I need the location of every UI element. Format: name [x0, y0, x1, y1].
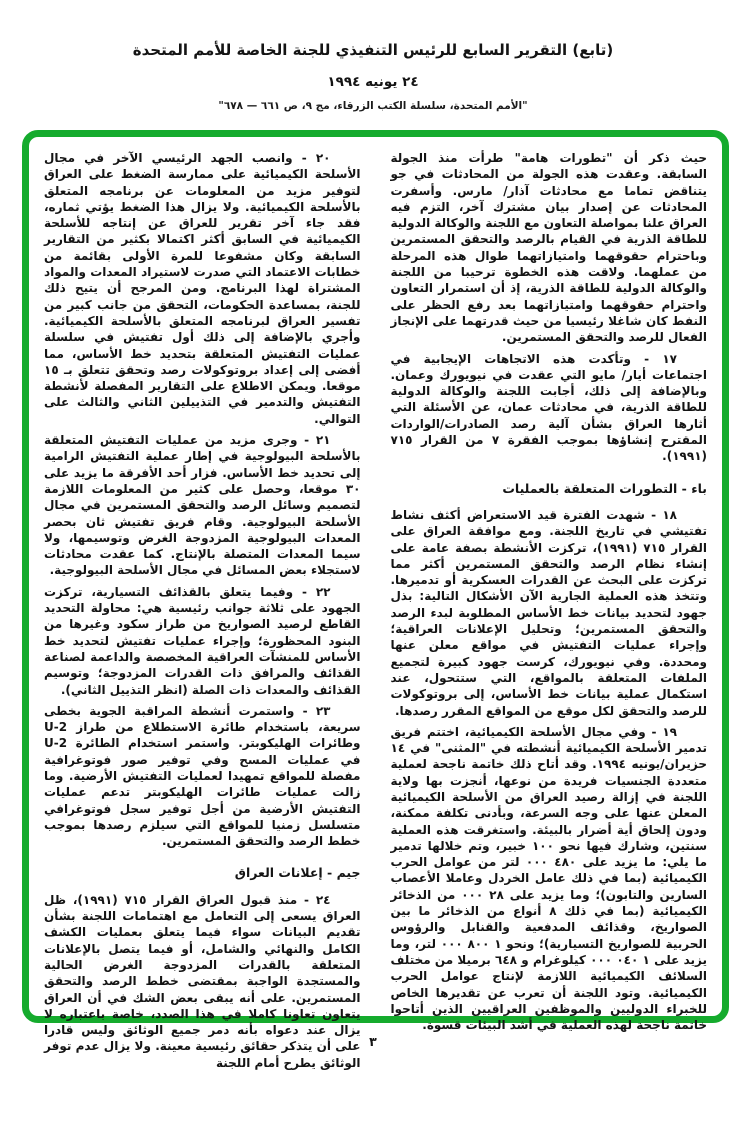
paragraph: حيث ذكر أن "تطورات هامة" طرأت منذ الجولة السابقة. وعقدت هذه الجولة من المحادثات في جو يتناقض تماما مع محادثات آذار/ مارس. وأسفرت المحادثات عن إصدار بيان مشترك آخر، التزم فيه العراق علنا بمواصلة التعاون مع اللجنة والوكالة الدولية للطاقة الذرية في القيام بالرصد والتحقق المستمرين وباحترام حقوقهما وامتيازاتهما طوال هذه المرحلة من عملهما. ولاقت هذه الخطوة ترحيبا من اللجنة والوكالة الدولية للطاقة الذرية، إذ أن استمرار التعاون واحترام حقوقهما وامتيازاتهما بعد رفع الحظر على النفط كان شاغلا رئيسيا من حيث قدرتهما على الإنجاز الفعال للرصد والتحقق المستمرين. [390, 151, 707, 345]
paragraph: ٢٤ - منذ قبول العراق القرار ٧١٥ (١٩٩١)، ظل العراق يسعى إلى التعامل مع اهتمامات اللجنة بشأن تقديم البيانات سواء فيما يتعلق بعمليات الكشف الكامل والنهائي والشامل، أو فيما يتصل بالإعلانات المتعلقة بالقدرات المزدوجة الغرض الحالية والمستجدة الواجبة بمقتضى خطط الرصد والتحقق المستمرين. على أنه يبقى بعض الشك في أن العراق يتعاون تعاونا كاملا في هذا الصدد، خاصة باعتباره لا يزال عند دعواه بأنه دمر جميع الوثائق وليس قادرا على أن يتذكر حقائق رئيسية معينة. ولا يزال عدم توفر الوثائق يطرح أمام اللجنة [44, 892, 361, 1070]
section-heading: باء - التطورات المتعلقة بالعمليات [502, 480, 707, 496]
section-heading: جيم - إعلانات العراق [234, 865, 361, 881]
document-title: (تابع) التقرير السابع للرئيس التنفيذي للجنة الخاصة للأمم المتحدة [132, 41, 614, 59]
paragraph: ٢٠ - وانصب الجهد الرئيسي الآخر في مجال الأسلحة الكيميائية على ممارسة الضغط على العراق لتوفير مزيد من المعلومات عن برنامجه المتعلق بالأسلحة الكيميائية. ولا يزال هذا الضغط يؤتي ثماره، فقد جاء آخر تقرير للعراق عن إنتاجه للأسلحة الكيميائية في السابق أكثر اكتمالا بكثير من التقارير السابقة وكان مشفوعا للمرة الأولى بقائمة من خطابات الاعتماد التي صدرت لاستيراد المعدات والمواد المشتراة لهذا البرنامج. ومن المرجح أن يتيح ذلك للجنة، بمساعدة الحكومات، التحقق من جانب كبير من تفسير العراق لبرنامجه المتعلق بالأسلحة الكيميائية. وأجري بالإضافة إلى ذلك أول تفتيش في سلسلة عمليات التفتيش المتعلقة بتحديد خط الأساس، مما أفضى إلى إعداد بروتوكولات رصد وتحقق تتعلق بـ ١٥ موقعا. ويمكن الاطلاع على التقارير المفصلة لأنشطة التفتيش والتدمير في التذييلين الثاني والثالث على التوالي. [44, 151, 361, 426]
document-source-citation: "الأمم المتحدة، سلسلة الكتب الزرقاء، مج ٩، ص ٦٦١ — ٦٧٨" [218, 99, 528, 112]
column-left [44, 148, 361, 1070]
document-header [0, 40, 746, 112]
paragraph: ١٧ - وتأكدت هذه الاتجاهات الإيجابية في اجتماعات أيار/ مايو التي عقدت في نيويورك وعمان. وبالإضافة إلى ذلك، أجابت اللجنة والوكالة الدولية للطاقة الذرية، في محادثات عمان، عن الأسئلة التي أثارها العراق بشأن آلية رصد الصادرات/الواردات المقترح إنشاؤها بموجب الفقرة ٧ من القرار ٧١٥ (١٩٩١). [390, 351, 707, 464]
paragraph: ١٨ - شهدت الفترة قيد الاستعراض أكثف نشاط تفتيشي في تاريخ اللجنة. ومع موافقة العراق على القرار ٧١٥ (١٩٩١)، تركزت الأنشطة بصفة عامة على إنشاء نظام الرصد والتحقق المستمرين أكثر مما تركزت على البحث عن القدرات العسكرية أو تدميرها. وتتخذ هذه العملية الجارية الآن الأشكال التالية: بذل جهود لتحديد بيانات خط الأساس المطلوبة لبدء الرصد والتحقق المستمرين؛ وتحليل الإعلانات العراقية؛ وإجراء عمليات التفتيش في مواقع معلن عنها ومحددة. وفي نيويورك، كرست جهود كبيرة لتجميع الملفات المتعلقة بالمواقع، التي ستتحول، عند استكمال عملية بيانات خط الأساس، إلى بروتوكولات للرصد والتحقق لكل موقع من المواقع المقرر رصدها. [390, 507, 708, 718]
document-date: ٢٤ يونيه ١٩٩٤ [327, 73, 419, 90]
page-number: ٣ [369, 1034, 377, 1049]
column-right [390, 148, 708, 1033]
paragraph: ١٩ - وفي مجال الأسلحة الكيميائية، اختتم فريق تدمير الأسلحة الكيميائية أنشطته في "المثنى" في ١٤ حزيران/يونيه ١٩٩٤. وقد أتاح ذلك خاتمة ناجحة لعملية متعددة الجنسيات فريدة من نوعها، أنجزت بها ولاية اللجنة في إزالة رصيد العراق من الأسلحة الكيميائية المعلن عنها على وجه السرعة، وبأدنى تكلفة ممكنة، ودون إلحاق أية أضرار بالبيئة. واستغرقت هذه العملية سنتين، وشارك فيها نحو ١٠٠ خبير، وتم خلالها تدمير ما يلي: ما يزيد على ٤٨٠ ٠٠٠ لتر من عوامل الحرب الكيميائية (بما في ذلك عامل الخردل وعاملا الأعصاب السارين والتابون)؛ وما يزيد على ٢٨ ٠٠٠ من الذخائر الكيميائية (بما في ذلك ٨ أنواع من الذخائر ما بين الصواريخ، وقذائف المدفعية والقنابل والرؤوس الحربية للصواريخ التسيارية)؛ ونحو ١ ٨٠٠ ٠٠٠ لتر، وما يزيد على ١ ٠٤٠ ٠٠٠ كيلوغرام و ٦٤٨ برميلا من مختلف السلائف الكيميائية اللازمة لإنتاج عوامل الحرب الكيميائية. وتود اللجنة أن تعرب عن تقديرها الخاص للخبراء الدوليين والموظفين العراقيين الذين أتاحوا خاتمة ناجحة لهذه العملية في أشد البيئات قسوة. [390, 724, 708, 1033]
paragraph: ٢١ - وجرى مزيد من عمليات التفتيش المتعلقة بالأسلحة البيولوجية في إطار عملية التفتيش الرامية إلى تحديد خط الأساس. فزار أحد الأفرقة ما يزيد على ٣٠ موقعا، وحصل على كثير من المعلومات اللازمة لتصميم وسائل الرصد والتحقق المستمرين في مجال الأسلحة البيولوجية. وقام فريق تفتيش ثان بحصر المعدات البيولوجية المزدوجة الغرض وتوسيمها، ولا سيما المعدات المتصلة بالإنتاج. كما عقدت محادثات لاستجلاء بعض المسائل في مجال الأسلحة البيولوجية. [44, 433, 361, 578]
green-content-frame [22, 130, 729, 1070]
paragraph: ٢٣ - واستمرت أنشطة المراقبة الجوية بخطى سريعة، باستخدام طائرة الاستطلاع من طراز U-2 وطائرات الهليكوبتر. واستمر استخدام الطائرة U-2 في عمليات المسح وفي توفير صور فوتوغرافية مفصلة للمواقع تمهيدا لعمليات التفتيش الأرضية. وما زالت عمليات طائرات الهليكوبتر تدعم عمليات التفتيش الأرضية من أجل توفير سجل فوتوغرافي متسلسل زمنيا للمواقع التي سيلزم رصدها بموجب خطط الرصد والتحقق المستمرين. [44, 703, 361, 849]
paragraph: ٢٢ - وفيما يتعلق بالقذائف التسيارية، تركزت الجهود على ثلاثة جوانب رئيسية هي: محاولة التحديد القاطع لرصيد الصواريخ من طراز سكود وغيرها من البنود المحظورة؛ وإجراء عمليات تفتيش لتحديد خط الأساس للمنشآت العراقية المخصصة والداعمة لصناعة القذائف والمرافق ذات القدرات المزدوجة؛ وتوسيم القذائف والمعدات ذات الصلة (انظر التذييل الثاني). [44, 584, 361, 697]
two-column-layout [29, 137, 722, 1070]
